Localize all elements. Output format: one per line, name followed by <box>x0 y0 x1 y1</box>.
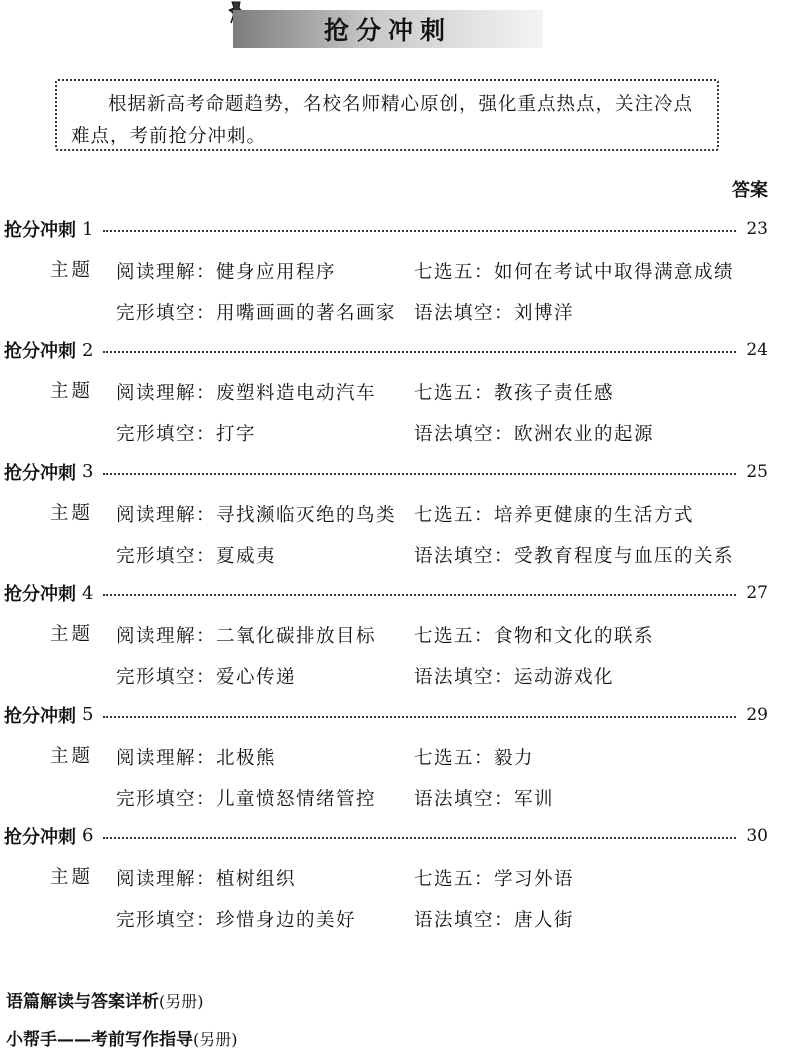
topic-item: 完形填空 ： 珍惜身边的美好 <box>116 904 356 934</box>
section-label: 抢分冲刺 <box>4 705 76 727</box>
topic-category: 七选五 <box>414 383 475 405</box>
topic-item: 七选五 ： 食物和文化的联系 <box>414 620 654 650</box>
section-heading[interactable] <box>4 822 768 850</box>
toc-section-3 <box>0 453 790 574</box>
topic-title: 军训 <box>514 788 555 810</box>
topic-title: 唐人街 <box>514 909 575 931</box>
topic-title: 刘博洋 <box>514 303 575 324</box>
topic-category: 完形填空 <box>116 424 197 446</box>
answer-column-header: 答案 <box>732 180 768 201</box>
footer-supplement-answers[interactable] <box>6 987 204 1012</box>
topic-title: 学习外语 <box>494 868 575 890</box>
topic-item: 语法填空 ： 唐人街 <box>414 904 574 934</box>
topic-item: 七选五 ： 学习外语 <box>414 863 574 893</box>
footer-title: 小帮手——考前写作指导 <box>6 1030 193 1050</box>
topic-title: 欧洲农业的起源 <box>514 424 655 446</box>
dot-leader <box>103 230 736 232</box>
topic-item: 阅读理解 ： 寻找濒临灭绝的鸟类 <box>116 499 396 529</box>
dot-leader <box>103 716 736 718</box>
section-heading[interactable] <box>4 336 768 364</box>
topic-title: 受教育程度与血压的关系 <box>514 545 735 567</box>
toc-section-1 <box>0 210 790 331</box>
toc-section-6 <box>0 817 790 938</box>
topic-category: 语法填空 <box>414 303 495 324</box>
topic-item: 七选五 ： 培养更健康的生活方式 <box>414 499 694 529</box>
dot-leader <box>103 473 736 475</box>
section-heading[interactable] <box>4 458 768 486</box>
topic-label: 主题 <box>50 502 94 524</box>
topic-item: 阅读理解 ： 废塑料造电动汽车 <box>116 377 376 407</box>
toc-section-5 <box>0 696 790 817</box>
topic-category: 阅读理解 <box>116 626 197 648</box>
topic-item: 完形填空 ： 爱心传递 <box>116 661 296 691</box>
topic-category: 阅读理解 <box>116 383 197 405</box>
topic-category: 完形填空 <box>116 303 197 324</box>
footer-title: 语篇解读与答案详析 <box>6 992 159 1012</box>
topic-category: 七选五 <box>414 868 475 890</box>
topic-category: 语法填空 <box>414 545 495 567</box>
topic-title: 儿童愤怒情绪管控 <box>216 788 377 810</box>
section-number: 6 <box>82 825 94 847</box>
topic-title: 二氧化碳排放目标 <box>216 626 377 648</box>
topic-category: 完形填空 <box>116 909 197 931</box>
topic-category: 语法填空 <box>414 909 495 931</box>
topic-item: 语法填空 ： 军训 <box>414 783 554 813</box>
topic-item: 语法填空 ： 刘博洋 <box>414 297 574 327</box>
topic-title: 用嘴画画的著名画家 <box>216 303 397 324</box>
topic-category: 语法填空 <box>414 788 495 810</box>
section-page: 25 <box>746 461 768 482</box>
dot-leader <box>103 351 736 353</box>
toc-section-2 <box>0 331 790 452</box>
page-title: 抢分冲刺 <box>323 16 452 45</box>
table-of-contents <box>0 210 790 938</box>
topic-title: 夏威夷 <box>216 545 277 567</box>
section-page: 24 <box>746 340 768 361</box>
topic-title: 教孩子责任感 <box>494 383 615 405</box>
topic-category: 七选五 <box>414 504 475 526</box>
intro-line-1: 根据新高考命题趋势，名校名师精心原创，强化重点热点，关注冷点 <box>108 94 694 115</box>
section-label: 抢分冲刺 <box>4 462 76 484</box>
topic-title: 珍惜身边的美好 <box>216 909 357 931</box>
topic-category: 七选五 <box>414 262 475 283</box>
footer-note: (另册) <box>193 1030 238 1049</box>
topic-category: 七选五 <box>414 626 475 648</box>
topic-category: 语法填空 <box>414 667 495 689</box>
topic-item: 语法填空 ： 运动游戏化 <box>414 661 614 691</box>
section-number: 3 <box>82 461 94 483</box>
topic-title: 爱心传递 <box>216 667 297 689</box>
section-page: 30 <box>746 825 768 846</box>
topic-category: 阅读理解 <box>116 504 197 526</box>
topic-category: 完形填空 <box>116 667 197 689</box>
topic-item: 完形填空 ： 儿童愤怒情绪管控 <box>116 783 376 813</box>
topic-item: 语法填空 ： 受教育程度与血压的关系 <box>414 540 734 570</box>
topic-title: 运动游戏化 <box>514 667 615 689</box>
topic-item: 完形填空 ： 打字 <box>116 418 256 448</box>
topic-category: 阅读理解 <box>116 747 197 769</box>
section-label: 抢分冲刺 <box>4 220 76 241</box>
section-label: 抢分冲刺 <box>4 584 76 606</box>
title-banner <box>233 10 543 48</box>
dot-leader <box>103 837 736 839</box>
footer-note: (另册) <box>159 992 204 1011</box>
topic-item: 七选五 ： 如何在考试中取得满意成绩 <box>414 256 734 286</box>
section-heading[interactable] <box>4 579 768 607</box>
topic-title: 废塑料造电动汽车 <box>216 383 377 405</box>
intro-box <box>55 79 719 151</box>
section-page: 27 <box>746 583 768 604</box>
section-heading[interactable] <box>4 701 768 729</box>
topic-label: 主题 <box>50 624 94 646</box>
section-number: 4 <box>82 582 94 604</box>
topic-title: 健身应用程序 <box>216 262 337 283</box>
topic-category: 语法填空 <box>414 424 495 446</box>
footer-writing-guide[interactable] <box>6 1025 238 1050</box>
topic-category: 完形填空 <box>116 788 197 810</box>
topic-title: 如何在考试中取得满意成绩 <box>494 262 735 283</box>
section-page: 23 <box>746 219 768 239</box>
section-label: 抢分冲刺 <box>4 341 76 363</box>
dot-leader <box>103 594 736 596</box>
topic-item: 语法填空 ： 欧洲农业的起源 <box>414 418 654 448</box>
topic-item: 七选五 ： 教孩子责任感 <box>414 377 614 407</box>
topic-title: 毅力 <box>494 747 535 769</box>
toc-section-4 <box>0 574 790 695</box>
topic-item: 阅读理解 ： 二氧化碳排放目标 <box>116 620 376 650</box>
topic-title: 打字 <box>216 424 257 446</box>
intro-line-2: 难点，考前抢分冲刺。 <box>71 126 267 147</box>
topic-label: 主题 <box>50 260 94 281</box>
section-heading[interactable] <box>4 215 768 243</box>
topic-category: 七选五 <box>414 747 475 769</box>
topic-item: 七选五 ： 毅力 <box>414 742 534 772</box>
topic-label: 主题 <box>50 866 94 888</box>
topic-title: 培养更健康的生活方式 <box>494 504 695 526</box>
topic-title: 北极熊 <box>216 747 277 769</box>
section-number: 5 <box>82 704 94 726</box>
topic-title: 寻找濒临灭绝的鸟类 <box>216 504 397 526</box>
section-number: 2 <box>82 339 94 361</box>
section-number: 1 <box>82 218 94 240</box>
topic-title: 食物和文化的联系 <box>494 626 655 648</box>
topic-label: 主题 <box>50 381 94 403</box>
topic-item: 完形填空 ： 夏威夷 <box>116 540 276 570</box>
topic-item: 阅读理解 ： 植树组织 <box>116 863 296 893</box>
topic-item: 阅读理解 ： 北极熊 <box>116 742 276 772</box>
topic-category: 阅读理解 <box>116 262 197 283</box>
topic-label: 主题 <box>50 745 94 767</box>
section-page: 29 <box>746 704 768 725</box>
topic-category: 阅读理解 <box>116 868 197 890</box>
section-label: 抢分冲刺 <box>4 826 76 848</box>
topic-title: 植树组织 <box>216 868 297 890</box>
topic-item: 完形填空 ： 用嘴画画的著名画家 <box>116 297 396 327</box>
topic-category: 完形填空 <box>116 545 197 567</box>
topic-item: 阅读理解 ： 健身应用程序 <box>116 256 336 286</box>
